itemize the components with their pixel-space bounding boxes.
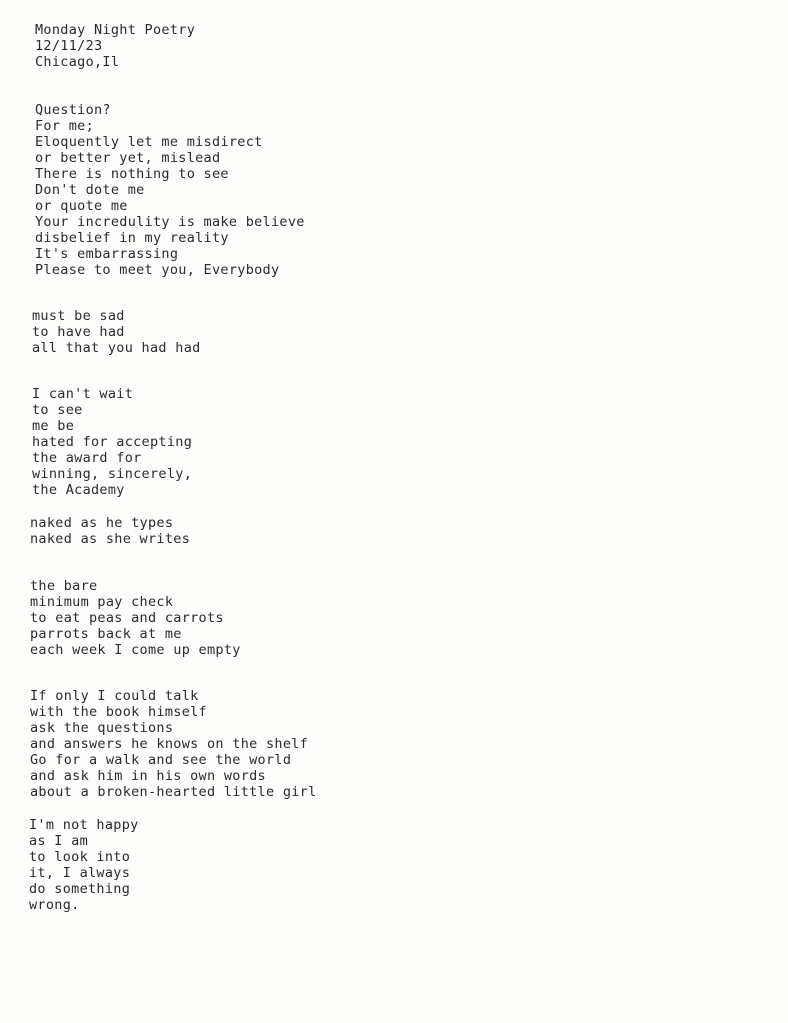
page-title: Monday Night Poetry xyxy=(35,22,196,38)
stanza-4 xyxy=(30,515,788,547)
stanza-line: For me; xyxy=(35,118,94,134)
stanza-1 xyxy=(35,102,788,278)
stanza-line: the Academy xyxy=(32,482,125,498)
stanza-line: to look into xyxy=(29,849,131,865)
stanza-6 xyxy=(30,688,788,800)
stanza-line: wrong. xyxy=(29,897,80,913)
stanza-line: naked as he types xyxy=(30,515,174,531)
stanza-line: with the book himself xyxy=(30,704,207,720)
stanza-line: to have had xyxy=(32,324,125,340)
stanza-line: it, I always xyxy=(29,865,131,881)
stanza-line: all that you had had xyxy=(32,340,201,356)
stanza-5 xyxy=(30,578,788,658)
stanza-line: as I am xyxy=(29,833,88,849)
stanza-line: ask the questions xyxy=(30,720,174,736)
stanza-line: each week I come up empty xyxy=(30,642,241,658)
date-line: 12/11/23 xyxy=(35,38,103,54)
stanza-line: parrots back at me xyxy=(30,626,182,642)
stanza-line: must be sad xyxy=(32,308,125,324)
stanza-line: to see xyxy=(32,402,83,418)
stanza-line: do something xyxy=(29,881,131,897)
stanza-line: Your incredulity is make believe xyxy=(35,214,305,230)
stanza-line: me be xyxy=(32,418,75,434)
stanza-line: Eloquently let me misdirect xyxy=(35,134,263,150)
stanza-line: naked as she writes xyxy=(30,531,191,547)
stanza-line: It's embarrassing xyxy=(35,246,179,262)
header-block xyxy=(35,22,788,70)
stanza-line: about a broken-hearted little girl xyxy=(30,784,317,800)
stanza-line: disbelief in my reality xyxy=(35,230,229,246)
stanza-line: Don't dote me xyxy=(35,182,145,198)
stanza-line: hated for accepting xyxy=(32,434,193,450)
stanza-line: Question? xyxy=(35,102,111,118)
stanza-line: and answers he knows on the shelf xyxy=(30,736,309,752)
stanza-line: If only I could talk xyxy=(30,688,199,704)
stanza-line: and ask him in his own words xyxy=(30,768,266,784)
stanza-line: Please to meet you, Everybody xyxy=(35,262,280,278)
stanza-7 xyxy=(29,817,788,913)
stanza-line: the award for xyxy=(32,450,142,466)
stanza-2 xyxy=(32,308,788,356)
stanza-line: I'm not happy xyxy=(29,817,139,833)
stanza-line: to eat peas and carrots xyxy=(30,610,224,626)
stanza-line: or better yet, mislead xyxy=(35,150,221,166)
stanza-3 xyxy=(32,386,788,498)
stanza-line: or quote me xyxy=(35,198,128,214)
stanza-line: the bare xyxy=(30,578,98,594)
stanza-line: winning, sincerely, xyxy=(32,466,193,482)
stanza-line: minimum pay check xyxy=(30,594,174,610)
place-line: Chicago,Il xyxy=(35,54,120,70)
stanza-line: Go for a walk and see the world xyxy=(30,752,292,768)
stanza-line: There is nothing to see xyxy=(35,166,229,182)
stanza-line: I can't wait xyxy=(32,386,134,402)
